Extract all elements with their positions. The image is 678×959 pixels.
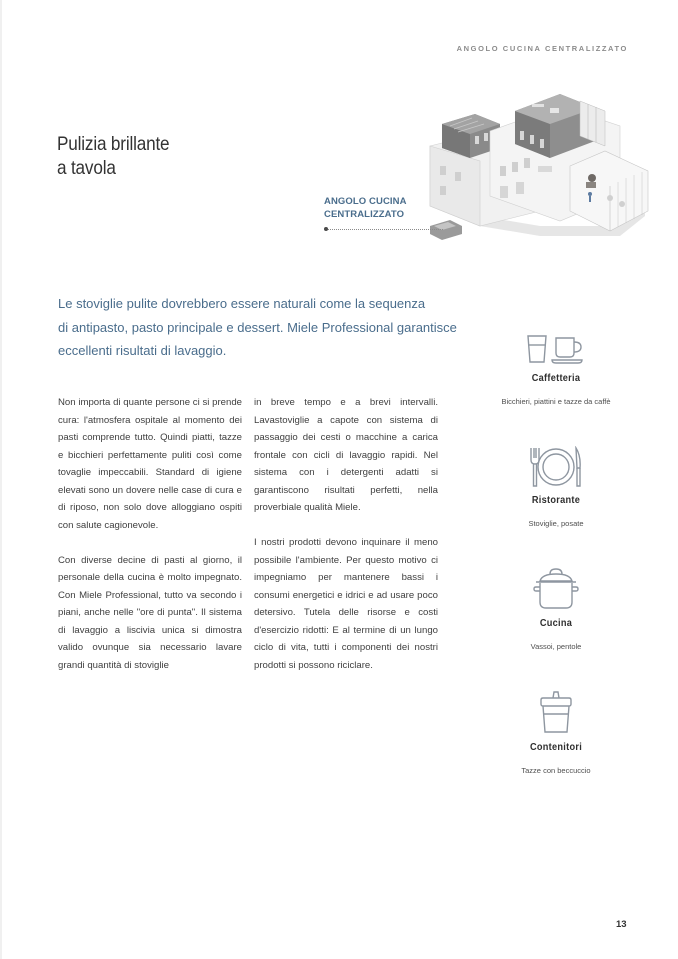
category-title: Ristorante — [531, 495, 581, 506]
page-title-line-1: Pulizia brillante — [57, 133, 170, 155]
sippy-cup-icon — [539, 690, 573, 734]
category-description: Bicchieri, piattini e tazze da caffè — [501, 397, 611, 406]
intro-line-3: eccellenti risultati di lavaggio. — [58, 343, 227, 358]
intro-line-2: di antipasto, pasto principale e dessert. Miele Professional garantisce — [58, 319, 457, 335]
category-contenitori — [478, 690, 634, 775]
body-paragraph: Con diverse decine di pasti al giorno, il personale della cucina è molto impegnato. Con Miele Professional, tutto va secondo i piani, anche nelle "ore di punta". Il sistema di lavaggio a liscivia unica si dimostra valido ovunque sia necessario lavare grandi quantità di stoviglie — [58, 554, 242, 671]
body-paragraph: I nostri prodotti devono inquinare il meno possibile l'ambiente. Per questo motivo ci impegniamo per mantenere bassi i consumi energetici e idrici e ad usare poco detersivo. Tutela delle risorse e costi d'esercizio ridotti: E al termine di un lungo ciclo di vita, tutti i componenti dei nostri prodotti si possono riciclare. — [254, 537, 438, 671]
category-title: Caffetteria — [531, 373, 581, 384]
category-description: Tazze con beccuccio — [521, 766, 591, 775]
intro-line-1: Le stoviglie pulite dovrebbero essere naturali come la sequenza — [58, 296, 426, 311]
category-cucina — [478, 566, 634, 651]
intro-paragraph — [58, 292, 478, 363]
category-title: Cucina — [539, 618, 573, 629]
page-edge — [0, 0, 2, 959]
category-description: Vassoi, pentole — [530, 642, 582, 651]
body-paragraph: Non importa di quante persone ci si prende cura: l'atmosfera ospitale al momento dei pasti comprende tutto. Quindi piatti, tazze e bicchieri perfettamente puliti così come tovaglie impeccabili. Standard di igiene elevati sono un dovere nelle case di cura e di riposo, non solo dove alloggiano ospiti con salute cagionevole. — [58, 397, 242, 531]
category-title: Contenitori — [529, 742, 583, 753]
body-paragraph: in breve tempo e a brevi intervalli. Lavastoviglie a capote con sistema di passaggio dei cesti o macchine a carica frontale con cicli di lavaggio rapidi. Nel sistema con i detergenti adatti si garantiscono risultati perfetti, nella proverbiale qualità Miele. — [254, 397, 438, 513]
callout-line-2: CENTRALIZZATO — [324, 209, 405, 220]
callout-dotted-leader — [325, 229, 443, 230]
callout-line-1: ANGOLO CUCINA — [324, 196, 407, 207]
illustration-callout-label — [324, 195, 407, 221]
building-cutaway-illustration — [420, 86, 650, 246]
cooking-pot-icon — [532, 566, 580, 610]
callout-dot — [324, 227, 328, 231]
plate-fork-knife-icon — [528, 446, 584, 488]
category-ristorante — [478, 446, 634, 528]
page-title-line-2: a tavola — [57, 157, 116, 179]
body-column-right — [254, 394, 438, 692]
glass-and-cup-icon — [524, 333, 588, 365]
body-column-left — [58, 394, 242, 692]
category-caffetteria — [478, 333, 634, 406]
page-number: 13 — [616, 919, 627, 930]
category-description: Stoviglie, posate — [528, 519, 584, 528]
page-title — [57, 132, 169, 180]
running-header: ANGOLO CUCINA CENTRALIZZATO — [456, 44, 628, 53]
